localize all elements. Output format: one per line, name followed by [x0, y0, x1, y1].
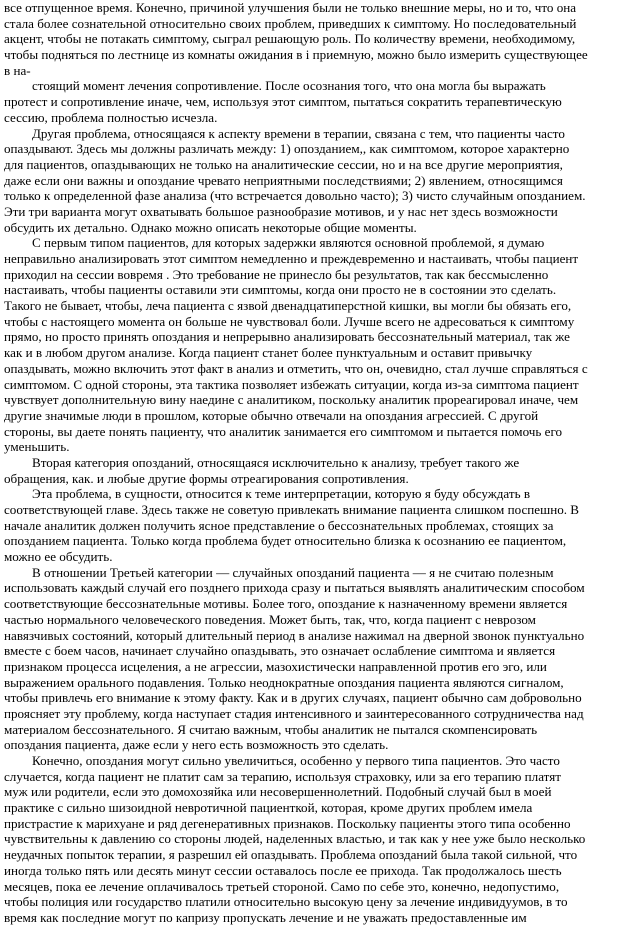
text-line: иногда только пять или десять минут сессии оставалось после ее прихода. Так продолжалось шесть: [4, 862, 562, 878]
text-line: все отпущенное время. Конечно, причиной улучшения были не только внешние меры, но и то, что она: [4, 0, 577, 15]
text-line: выражением орального подавления. Только неоднократные опоздания пациента являются сигналом,: [4, 674, 564, 690]
text-line: как и в любом другом анализе. Когда пациент станет более пунктуальным и оставит привычку: [4, 345, 533, 361]
text-line: обсудить их детально. Однако можно описать некоторые общие моменты.: [4, 219, 417, 235]
text-line: Эти три варианта могут охватывать большое разнообразие мотивов, и у нас нет здесь возможности: [4, 203, 558, 219]
text-line: Вторая категория опозданий, относящаяся исключительно к анализу, требует такого же: [32, 454, 520, 470]
text-line: приходил на сессии вовремя . Это требование не принесло бы результатов, так как бессмысленно: [4, 266, 549, 282]
text-line: можно ее обсудить.: [4, 549, 113, 565]
text-line: С первым типом пациентов, для которых задержки являются основной проблемой, я думаю: [32, 235, 545, 251]
text-line: Другая проблема, относящаяся к аспекту времени в терапии, связана с тем, что пациенты часто: [32, 125, 565, 141]
text-line: проясняет эту проблему, когда наступает стадия интенсивного и заинтересованного сотрудничества над: [4, 705, 584, 721]
text-line: опаздывать, можно включить этот факт в анализ и отметить, что он, очевидно, стал лучше справляться с: [4, 360, 588, 376]
text-line: соответствующие бессознательные мотивы. Более того, опоздание к назначенному времени является: [4, 596, 568, 612]
text-line: неудачных попыток терапии, я разрешил ей опаздывать. Проблема опозданий была такой сильной, что: [4, 847, 578, 863]
text-line: В отношении Третьей категории — случайных опозданий пациента — я не считаю полезным: [32, 564, 554, 580]
text-line: опаздывают. Здесь мы должны различать между: 1) опозданием,, как симптомом, которое характерно: [4, 141, 570, 157]
text-line: чтобы с настоящего момента он больше не чувствовал боли. Лучше всего не адресоваться к симптому: [4, 313, 575, 329]
text-line: вместе с боем часов, начинает случайно опаздывать, это означает ослабление симптома и является: [4, 643, 556, 659]
text-line: другие значимые люди в прошлом, которые обычно отвечали на опоздания агрессией. С другой: [4, 407, 539, 423]
text-line: материалом бессознательного. Я считаю важным, чтобы аналитик не пытался скомпенсировать: [4, 721, 538, 737]
text-line: начале аналитик должен получить ясное представление о бессознательных проблемах, стоящих за: [4, 517, 554, 533]
text-line: соответствующей главе. Здесь также не советую привлекать внимание пациента слишком поспешно. В: [4, 502, 580, 517]
text-line: прямо, но просто принять опоздания и непрерывно анализировать бессознательный материал, так же: [4, 329, 570, 345]
text-line: обращения, как. и любые другие формы отреагирования сопротивления.: [4, 470, 409, 486]
text-line: месяцев, пока ее лечение оплачивалось третьей стороной. Само по себе это, конечно, недопустимо,: [4, 878, 560, 894]
text-line: Такого не бывает, чтобы, леча пациента с язвой двенадцатиперстной кишки, вы могли бы обязать его,: [4, 298, 572, 314]
text-line: неправильно анализировать этот симптом немедленно и преждевременно и настаивать, чтобы пациент: [4, 251, 579, 266]
text-line: использовать каждый случай его позднего прихода сразу и пытаться выявлять аналитическим способом: [4, 580, 585, 596]
text-line: пристрастие к марихуане и ряд дегенеративных признаков. Поскольку пациенты этого типа особенно: [4, 815, 571, 831]
text-line: Эта проблема, в сущности, относится к теме интерпретации, которую я буду обсуждать в: [32, 486, 531, 502]
text-line: для пациентов, опаздывающих не только на аналитические сессии, но и на все другие мероприятия,: [4, 156, 563, 172]
text-line: стала более сознательной относительно своих проблем, приведших к симптому. Но последовательный: [4, 15, 577, 31]
text-line: чувствует дополнительную вину наедине с аналитиком, поскольку аналитик прореагировал иначе, чем: [4, 392, 579, 408]
text-line: время как последние могут по капризу пропускать лечение и не уважать предоставленные им: [4, 909, 527, 925]
text-line: муж или родители, если это домохозяйка или несовершеннолетний. Подобный случай был в моей: [4, 784, 552, 800]
text-line: стоящий момент лечения сопротивление. После осознания того, что она могла бы выражать: [32, 78, 546, 94]
text-line: случается, когда пациент не платит сам за терапию, используя страховку, или за его терапию платят: [4, 768, 561, 784]
text-line: симптомом. С одной стороны, эта тактика позволяет избежать ситуации, когда из-за симптома пациент: [4, 376, 579, 392]
text-line: уменьшить.: [4, 439, 70, 455]
text-line: Конечно, опоздания могут сильно увеличиться, особенно у первого типа пациентов. Это часто: [32, 753, 560, 768]
text-line: настаивать, чтобы пациенты оставили эти симптомы, когда они просто не в состоянии это сделать.: [4, 282, 557, 298]
text-line: опозданием пациента. Только когда проблема будет относительно близка к осознанию ее пациентом,: [4, 533, 567, 549]
text-line: даже если они важны и опоздание чревато неприятными последствиями; 2) явлением, относящимся: [4, 172, 563, 188]
text-line: акцент, чтобы не потакать симптому, сыграл решающую роль. По количеству времени, необходимому,: [4, 31, 576, 47]
text-line: протест и сопротивление иначе, чем, используя этот симптом, пытаться сократить терапевтическую: [4, 94, 562, 110]
text-line: чувствительны к давлению со стороны людей, наделенных властью, и так как у нее уже было несколько: [4, 831, 586, 847]
text-line: навязчивых состояний, который длительный период в анализе нажимал на дверной звонок пунктуально: [4, 627, 585, 643]
text-line: только к определенной фазе анализа (что встречается довольно часто); 3) чисто случайным опозданием.: [4, 188, 586, 204]
text-line: в на-: [4, 62, 31, 78]
text-line: опоздания пациента, даже если у него есть возможность это сделать.: [4, 737, 389, 753]
text-line: чтобы полиция или государство платили относительно высокую цену за лечение индивидуумов, в то: [4, 894, 568, 910]
text-line: частью нормального человеческого поведения. Может быть, так, что, когда пациент с неврозом: [4, 611, 536, 627]
text-line: сессию, проблема полностью исчезла.: [4, 109, 218, 125]
text-line: чтобы привлечь его внимание к этому факту. Как и в других случаях, пациент обычно сам добровольно: [4, 690, 582, 706]
text-line: стороны, вы даете понять пациенту, что аналитик занимается его симптомом и пытается помочь его: [4, 423, 563, 439]
text-line: практике с сильно шизоидной невротичной пациенткой, которая, кроме других проблем имела: [4, 800, 533, 816]
text-line: признаком процесса исцеления, а не агрессии, мазохистически направленной против его эго, или: [4, 658, 547, 674]
text-line: чтобы подняться по лестнице из комнаты ожидания в і приемную, можно было измерить существующее: [4, 47, 588, 63]
